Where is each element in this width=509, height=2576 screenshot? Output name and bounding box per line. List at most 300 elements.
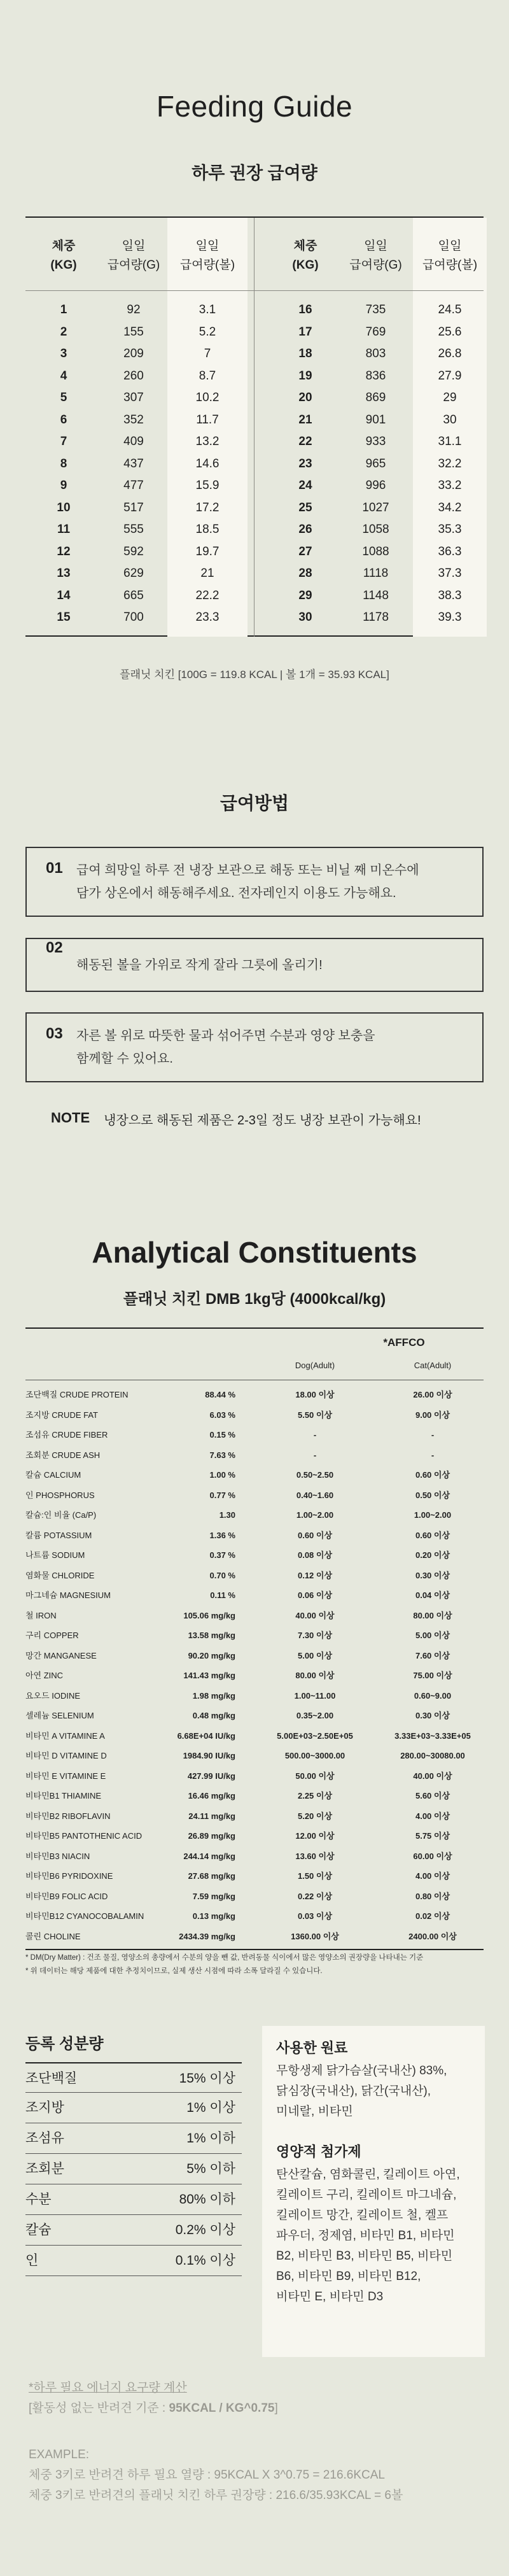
table-cell: 29 — [298, 588, 312, 602]
cat-standard: 80.00 이상 — [413, 1610, 452, 1620]
table-cell: 19.7 — [195, 544, 220, 558]
header-weight-left — [25, 237, 102, 275]
cat-standard: 4.00 이상 — [415, 1871, 450, 1881]
nutrient-name: 조회분 CRUDE ASH — [25, 1450, 101, 1460]
header-line: 체중 — [293, 239, 317, 253]
table-cell: 700 — [123, 611, 144, 624]
composition-name: 조단백질 — [25, 2071, 78, 2086]
nutrient-name: 셀레늄 SELENIUM — [25, 1711, 94, 1720]
table-cell: 8.7 — [199, 369, 216, 383]
nutrient-value: 141.43 mg/kg — [183, 1671, 235, 1680]
nutrient-name: 콜린 CHOLINE — [25, 1931, 81, 1941]
table-cell: 32.2 — [438, 456, 462, 471]
table-cell: 4 — [60, 369, 67, 383]
cat-standard: 75.00 이상 — [413, 1671, 452, 1680]
nutrient-name: 비타민 D VITAMINE D — [25, 1751, 107, 1760]
additive-line: 파우더, 정제염, 비타민 B1, 비타민 — [276, 2229, 455, 2242]
dog-standard: 5.50 이상 — [297, 1410, 333, 1420]
nutrient-value: 6.03 % — [209, 1410, 235, 1420]
ingredients-box — [262, 2026, 485, 2357]
header-grams-left — [102, 237, 165, 275]
nutrient-name: 철 IRON — [25, 1610, 57, 1620]
method-step — [25, 847, 484, 917]
nutrient-value: 427.99 IU/kg — [187, 1771, 235, 1781]
cat-adult-header: Cat(Adult) — [414, 1361, 452, 1370]
nutrient-value: 26.89 mg/kg — [188, 1831, 235, 1841]
calculation-heading: *하루 필요 에너지 요구량 계산 — [29, 2381, 187, 2395]
table-cell: 33.2 — [438, 479, 462, 492]
cat-standard: 280.00~30080.00 — [400, 1751, 465, 1760]
nutrient-value: 0.11 % — [210, 1590, 235, 1600]
table-cell: 23.3 — [195, 611, 220, 624]
composition-name: 조섬유 — [25, 2131, 64, 2146]
additive-line: B6, 비타민 B9, 비타민 B12, — [276, 2270, 421, 2283]
cat-standard: 3.33E+03~3.33E+05 — [394, 1730, 471, 1741]
dog-standard: 0.60 이상 — [297, 1530, 333, 1540]
step-text — [76, 954, 323, 977]
cat-standard: 5.00 이상 — [415, 1631, 450, 1640]
cat-standard: 0.60 이상 — [415, 1470, 450, 1480]
nutrient-name: 비타민B2 RIBOFLAVIN — [25, 1811, 111, 1821]
dog-standard: 0.35~2.00 — [296, 1711, 334, 1720]
nutrient-name: 나트륨 SODIUM — [25, 1550, 85, 1560]
energy-calculation — [29, 2378, 278, 2419]
table-cell: 30 — [443, 413, 457, 427]
nutrient-value: 1.30 — [219, 1510, 235, 1520]
step-number: 03 — [46, 1025, 63, 1042]
raw-material-line: 무항생제 닭가슴살(국내산) 83%, — [276, 2064, 447, 2077]
footnote-estimate: * 위 데이터는 해당 제품에 대한 추정치이므로, 실제 생산 시점에 따라 소폭 달라질 수 있습니다. — [25, 1967, 323, 1975]
table-cell: 10 — [57, 500, 71, 514]
method-step — [25, 1012, 484, 1082]
table-cell: 996 — [365, 479, 386, 492]
cat-standard: 26.00 이상 — [413, 1390, 452, 1399]
dog-standard: 7.30 이상 — [297, 1631, 333, 1640]
table-cell: 10.2 — [195, 391, 220, 404]
table-cell: 901 — [365, 413, 386, 427]
nutrient-name: 인 PHOSPHORUS — [25, 1490, 95, 1500]
table-cell: 629 — [123, 567, 144, 580]
nutrient-name: 칼슘:인 비율 (Ca/P) — [25, 1510, 97, 1520]
table-cell: 409 — [123, 435, 144, 448]
table-cell: 27 — [298, 544, 312, 558]
table-cell: 869 — [365, 391, 386, 404]
nutrient-row — [25, 1726, 484, 1746]
table-cell: 14 — [57, 588, 71, 602]
table-cell: 7 — [204, 347, 211, 360]
nutrient-name: 칼슘 CALCIUM — [25, 1470, 81, 1480]
table-cell: 1088 — [362, 544, 389, 558]
table-cell: 1178 — [363, 611, 389, 624]
dog-standard: 500.00~3000.00 — [284, 1751, 345, 1760]
table-cell: 260 — [123, 369, 144, 383]
dog-standard: 0.50~2.50 — [296, 1470, 334, 1480]
nutrient-value: 16.46 mg/kg — [188, 1791, 235, 1801]
composition-row — [25, 2062, 242, 2093]
table-cell: 437 — [123, 456, 144, 471]
step-text-line: 자른 볼 위로 따뜻한 물과 섞어주면 수분과 영양 보충을 — [76, 1029, 375, 1043]
table-cell: 1 — [60, 303, 67, 316]
header-line: 일일 — [364, 239, 387, 253]
table-cell: 36.3 — [438, 544, 462, 558]
header-balls-right — [413, 237, 487, 275]
cat-standard: 5.60 이상 — [415, 1791, 450, 1801]
nutrient-name: 조섬유 CRUDE FIBER — [25, 1430, 108, 1440]
nutrient-row — [25, 1746, 484, 1766]
nutrient-row — [25, 1385, 484, 1405]
table-cell: 3 — [60, 347, 67, 360]
step-number: 02 — [46, 939, 63, 956]
nutrient-name: 조지방 CRUDE FAT — [25, 1410, 98, 1420]
cat-standard: 0.20 이상 — [415, 1550, 450, 1560]
nutrient-name: 비타민 A VITAMINE A — [25, 1730, 105, 1741]
nutrient-name: 비타민B6 PYRIDOXINE — [25, 1871, 113, 1881]
step-number: 01 — [46, 860, 63, 877]
cat-standard: 60.00 이상 — [413, 1851, 452, 1861]
table-cell: 30 — [298, 611, 312, 624]
dog-standard: 12.00 이상 — [295, 1831, 335, 1841]
nutrient-row — [25, 1445, 484, 1466]
composition-value: 1% 이하 — [186, 2131, 235, 2146]
dog-standard: 0.03 이상 — [297, 1911, 333, 1921]
table-cell: 155 — [123, 325, 144, 339]
nutrient-name: 비타민B1 THIAMINE — [25, 1791, 102, 1801]
header-line: (KG) — [292, 258, 319, 272]
example-line-1: 체중 3키로 반려견 하루 필요 열량 : 95KCAL X 3^0.75 = 216.6KCAL — [29, 2468, 385, 2482]
nutrient-name: 칼륨 POTASSIUM — [25, 1530, 92, 1540]
cat-standard: 9.00 이상 — [415, 1410, 450, 1420]
composition-value: 1% 이상 — [186, 2100, 235, 2115]
header-line: 일일 — [438, 239, 462, 253]
nutrient-row — [25, 1766, 484, 1787]
nutrient-name: 마그네슘 MAGNESIUM — [25, 1590, 111, 1600]
nutrient-value: 27.68 mg/kg — [188, 1871, 235, 1881]
cat-standard: 4.00 이상 — [415, 1811, 450, 1821]
cat-standard: 5.75 이상 — [415, 1831, 450, 1841]
nutrient-value: 0.15 % — [209, 1430, 235, 1440]
additive-line: 탄산칼슘, 염화콜린, 킬레이트 아연, — [276, 2168, 460, 2181]
header-line: 일일 — [122, 239, 146, 253]
additive-line: 킬레이트 구리, 킬레이트 마그네슘, — [276, 2188, 457, 2202]
table-cell: 17 — [298, 325, 312, 339]
table-cell: 28 — [298, 567, 312, 580]
header-balls-left — [167, 237, 248, 275]
table-cell: 13 — [57, 567, 71, 580]
kcal-note: 플래닛 치킨 [100G = 119.8 KCAL | 볼 1개 = 35.93 KCAL] — [120, 669, 389, 681]
nutrient-row — [25, 1606, 484, 1626]
footnote-dm: * DM(Dry Matter) : 건조 물질, 영양소의 총량에서 수분의 양을 뺀 값, 반려동물 식이에서 많은 영양소의 권장량을 나타내는 기준 — [25, 1954, 424, 1962]
table-cell: 9 — [60, 479, 67, 492]
step-text-line: 해동된 볼을 가위로 작게 잘라 그릇에 올리기! — [76, 958, 323, 972]
table-cell: 15.9 — [195, 479, 220, 492]
nutrient-row — [25, 1585, 484, 1606]
step-text — [76, 1024, 375, 1070]
table-cell: 26 — [298, 523, 312, 536]
nutrient-value: 1.98 mg/kg — [192, 1690, 235, 1701]
nutrient-row — [25, 1525, 484, 1546]
table-cell: 1118 — [363, 567, 389, 580]
nutrient-row — [25, 1866, 484, 1886]
calculation-formula: [활동성 없는 반려견 기준 : 95KCAL / KG^0.75] — [29, 2402, 278, 2415]
dog-standard: 0.22 이상 — [297, 1891, 333, 1901]
header-line: (KG) — [50, 258, 77, 272]
feeding-guide-title: Feeding Guide — [156, 90, 353, 123]
dog-standard: 0.12 이상 — [297, 1570, 333, 1580]
composition-row — [25, 2184, 242, 2215]
note-label: NOTE — [51, 1110, 90, 1126]
cat-standard: 0.02 이상 — [415, 1911, 450, 1921]
nutrient-value: 7.63 % — [209, 1450, 235, 1460]
table-cell: 15 — [57, 611, 71, 624]
cat-standard: - — [431, 1450, 435, 1460]
nutrient-row — [25, 1485, 484, 1506]
nutrient-row — [25, 1425, 484, 1445]
table-cell: 517 — [123, 500, 144, 514]
table-cell: 933 — [365, 435, 386, 448]
nutrient-name: 조단백질 CRUDE PROTEIN — [25, 1390, 129, 1399]
table-cell: 209 — [123, 347, 144, 360]
dog-standard: 5.00 이상 — [297, 1650, 333, 1660]
cat-standard: 0.80 이상 — [415, 1891, 450, 1901]
analytical-subtitle: 플래닛 치킨 DMB 1kg당 (4000kcal/kg) — [123, 1291, 386, 1308]
nutrient-name: 아연 ZINC — [25, 1671, 64, 1680]
dog-standard: 50.00 이상 — [295, 1771, 335, 1781]
nutrient-name: 비타민 E VITAMINE E — [25, 1771, 106, 1781]
table-cell: 34.2 — [438, 500, 462, 514]
nutrient-row — [25, 1826, 484, 1846]
table-cell: 21 — [298, 413, 312, 427]
table-cell: 965 — [365, 456, 386, 471]
nutrient-row — [25, 1405, 484, 1426]
table-cell: 8 — [60, 456, 67, 471]
step-text-line: 함께할 수 있어요. — [76, 1052, 173, 1066]
table-cell: 592 — [123, 544, 144, 558]
cat-standard: 0.30 이상 — [415, 1570, 450, 1580]
composition-row — [25, 2246, 242, 2276]
method-title: 급여방법 — [220, 793, 289, 813]
dog-standard: - — [313, 1430, 317, 1440]
dog-standard: 1.00~11.00 — [294, 1690, 336, 1701]
composition-value: 80% 이하 — [179, 2192, 235, 2207]
raw-materials-title: 사용한 원료 — [276, 2040, 348, 2056]
analytical-footnotes — [25, 1951, 484, 1978]
table-cell: 19 — [298, 369, 312, 383]
dog-standard: 0.08 이상 — [297, 1550, 333, 1560]
dog-standard: 40.00 이상 — [295, 1610, 335, 1620]
composition-row — [25, 2215, 242, 2246]
dog-standard: 1.50 이상 — [297, 1871, 333, 1881]
composition-value: 5% 이하 — [186, 2162, 235, 2176]
table-cell: 23 — [298, 456, 312, 471]
nutrient-row — [25, 1706, 484, 1726]
table-cell: 11.7 — [196, 413, 219, 427]
table-cell: 31.1 — [438, 435, 462, 448]
additive-line: 킬레이트 망간, 킬레이트 철, 켈프 — [276, 2209, 449, 2222]
nutrient-value: 88.44 % — [205, 1390, 235, 1399]
analytical-title: Analytical Constituents — [92, 1236, 417, 1269]
additive-line: 비타민 E, 비타민 D3 — [276, 2290, 384, 2304]
table-cell: 92 — [127, 303, 141, 316]
raw-material-line: 미네랄, 비타민 — [276, 2105, 353, 2118]
analytical-bottom-line — [25, 1949, 484, 1950]
table-cell: 13.2 — [195, 435, 220, 448]
header-line: 급여량(볼) — [179, 258, 235, 272]
table-cell: 24 — [298, 479, 312, 492]
table-cell: 39.3 — [438, 611, 462, 624]
cat-standard: 7.60 이상 — [415, 1650, 450, 1660]
table-cell: 1148 — [363, 588, 389, 602]
cat-standard: 0.30 이상 — [415, 1711, 450, 1720]
nutrient-row — [25, 1886, 484, 1907]
composition-name: 칼슘 — [25, 2223, 52, 2237]
dog-standard: 18.00 이상 — [295, 1390, 335, 1399]
table-cell: 25 — [298, 500, 312, 514]
nutrient-value: 1.00 % — [209, 1470, 235, 1480]
additives-title: 영양적 첨가제 — [276, 2144, 361, 2160]
table-cell: 38.3 — [438, 588, 462, 602]
table-cell: 803 — [365, 347, 386, 360]
dog-standard: 80.00 이상 — [295, 1671, 335, 1680]
header-line: 체중 — [52, 239, 76, 253]
nutrient-name: 망간 MANGANESE — [25, 1650, 97, 1660]
table-cell: 37.3 — [438, 567, 462, 580]
nutrient-row — [25, 1505, 484, 1525]
header-line: 일일 — [195, 239, 220, 253]
table-cell: 665 — [123, 588, 144, 602]
nutrient-name: 요오드 IODINE — [25, 1690, 81, 1701]
table-cell: 22.2 — [195, 588, 220, 602]
table-cell: 3.1 — [199, 303, 216, 316]
nutrient-value: 244.14 mg/kg — [183, 1851, 235, 1861]
table-cell: 29 — [443, 391, 457, 404]
header-weight-right — [270, 237, 340, 275]
nutrient-name: 구리 COPPER — [25, 1631, 79, 1640]
nutrient-row — [25, 1786, 484, 1806]
composition-name: 조지방 — [25, 2100, 64, 2115]
table-cell: 477 — [123, 479, 144, 492]
nutrient-value: 7.59 mg/kg — [192, 1891, 235, 1901]
composition-name: 인 — [25, 2253, 39, 2268]
table-cell: 25.6 — [438, 325, 462, 339]
step-text — [76, 859, 419, 905]
nutrient-name: 비타민B12 CYANOCOBALAMIN — [25, 1911, 144, 1921]
registered-composition — [25, 2031, 242, 2276]
nutrient-value: 0.37 % — [209, 1550, 235, 1560]
composition-row — [25, 2093, 242, 2123]
nutrient-value: 6.68E+04 IU/kg — [177, 1730, 235, 1741]
table-cell: 2 — [60, 325, 67, 339]
nutrient-value: 24.11 mg/kg — [188, 1811, 235, 1821]
header-line: 급여량(G) — [349, 258, 402, 272]
table-cell: 20 — [298, 391, 312, 404]
cat-standard: 0.50 이상 — [415, 1490, 450, 1500]
table-cell: 21 — [200, 567, 214, 580]
nutrient-row — [25, 1686, 484, 1706]
table-header-divider — [25, 290, 484, 291]
nutrient-value: 0.70 % — [209, 1570, 235, 1580]
table-cell: 16 — [298, 303, 312, 316]
calculation-example — [29, 2445, 403, 2506]
dog-standard: - — [313, 1450, 317, 1460]
table-cell: 35.3 — [438, 523, 462, 536]
nutrient-row — [25, 1646, 484, 1666]
step-text-line: 담가 상온에서 해동해주세요. 전자레인지 이용도 가능해요. — [76, 886, 396, 900]
header-line: 급여량(볼) — [422, 258, 478, 272]
dog-standard: 1360.00 이상 — [291, 1931, 339, 1941]
example-line-2: 체중 3키로 반려견의 플래닛 치킨 하루 권장량 : 216.6/35.93KCAL = 6볼 — [29, 2489, 403, 2502]
feeding-table — [25, 216, 484, 637]
raw-material-line: 닭심장(국내산), 닭간(국내산), — [276, 2084, 431, 2098]
nutrient-row — [25, 1846, 484, 1867]
nutrient-row — [25, 1625, 484, 1646]
table-cell: 24.5 — [438, 303, 462, 316]
nutrient-value: 2434.39 mg/kg — [179, 1931, 235, 1941]
table-cell: 26.8 — [438, 347, 462, 360]
nutrient-row — [25, 1806, 484, 1827]
nutrient-row — [25, 1927, 484, 1947]
nutrient-name: 비타민B3 NIACIN — [25, 1851, 90, 1861]
nutrient-row — [25, 1666, 484, 1686]
table-cell: 11 — [57, 523, 71, 536]
composition-name: 수분 — [25, 2192, 52, 2207]
dog-standard: 0.40~1.60 — [296, 1490, 334, 1500]
additive-line: B2, 비타민 B3, 비타민 B5, 비타민 — [276, 2249, 453, 2263]
nutrient-value: 0.13 mg/kg — [192, 1911, 235, 1921]
nutrient-value: 105.06 mg/kg — [183, 1610, 235, 1620]
table-cell: 5.2 — [199, 325, 216, 339]
table-cell: 22 — [298, 435, 312, 448]
dog-standard: 2.25 이상 — [297, 1791, 333, 1801]
nutrient-value: 0.48 mg/kg — [192, 1711, 235, 1720]
header-line: 급여량(G) — [107, 258, 160, 272]
cat-standard: 0.04 이상 — [415, 1590, 450, 1600]
dog-standard: 5.00E+03~2.50E+05 — [277, 1730, 353, 1741]
dog-adult-header: Dog(Adult) — [295, 1361, 335, 1370]
example-label: EXAMPLE: — [29, 2448, 90, 2461]
nutrient-value: 90.20 mg/kg — [188, 1650, 235, 1660]
nutrient-row — [25, 1545, 484, 1566]
nutrient-value: 0.77 % — [209, 1490, 235, 1500]
table-cell: 5 — [60, 391, 67, 404]
composition-name: 조회분 — [25, 2162, 64, 2176]
composition-row — [25, 2154, 242, 2184]
table-cell: 735 — [365, 303, 386, 316]
composition-value: 0.2% 이상 — [175, 2223, 235, 2237]
composition-value: 0.1% 이상 — [175, 2253, 235, 2268]
cat-standard: 0.60 이상 — [415, 1530, 450, 1540]
cat-standard: - — [431, 1430, 435, 1440]
table-cell: 352 — [123, 413, 144, 427]
table-cell: 14.6 — [195, 456, 220, 471]
cat-standard: 0.60~9.00 — [414, 1690, 452, 1701]
dog-standard: 5.20 이상 — [297, 1811, 333, 1821]
nutrient-row — [25, 1906, 484, 1927]
nutrient-value: 13.58 mg/kg — [188, 1631, 235, 1640]
cat-standard: 1.00~2.00 — [414, 1510, 452, 1520]
composition-value: 15% 이상 — [179, 2071, 235, 2086]
method-step — [25, 938, 484, 992]
table-cell: 17.2 — [195, 500, 220, 514]
table-cell: 6 — [60, 413, 67, 427]
nutrient-row — [25, 1566, 484, 1586]
table-cell: 27.9 — [438, 369, 462, 383]
composition-row — [25, 2123, 242, 2154]
table-cell: 836 — [365, 369, 386, 383]
dog-standard: 0.06 이상 — [297, 1590, 333, 1600]
header-grams-right — [339, 237, 412, 275]
table-cell: 555 — [123, 523, 144, 536]
note-row — [51, 1110, 421, 1128]
